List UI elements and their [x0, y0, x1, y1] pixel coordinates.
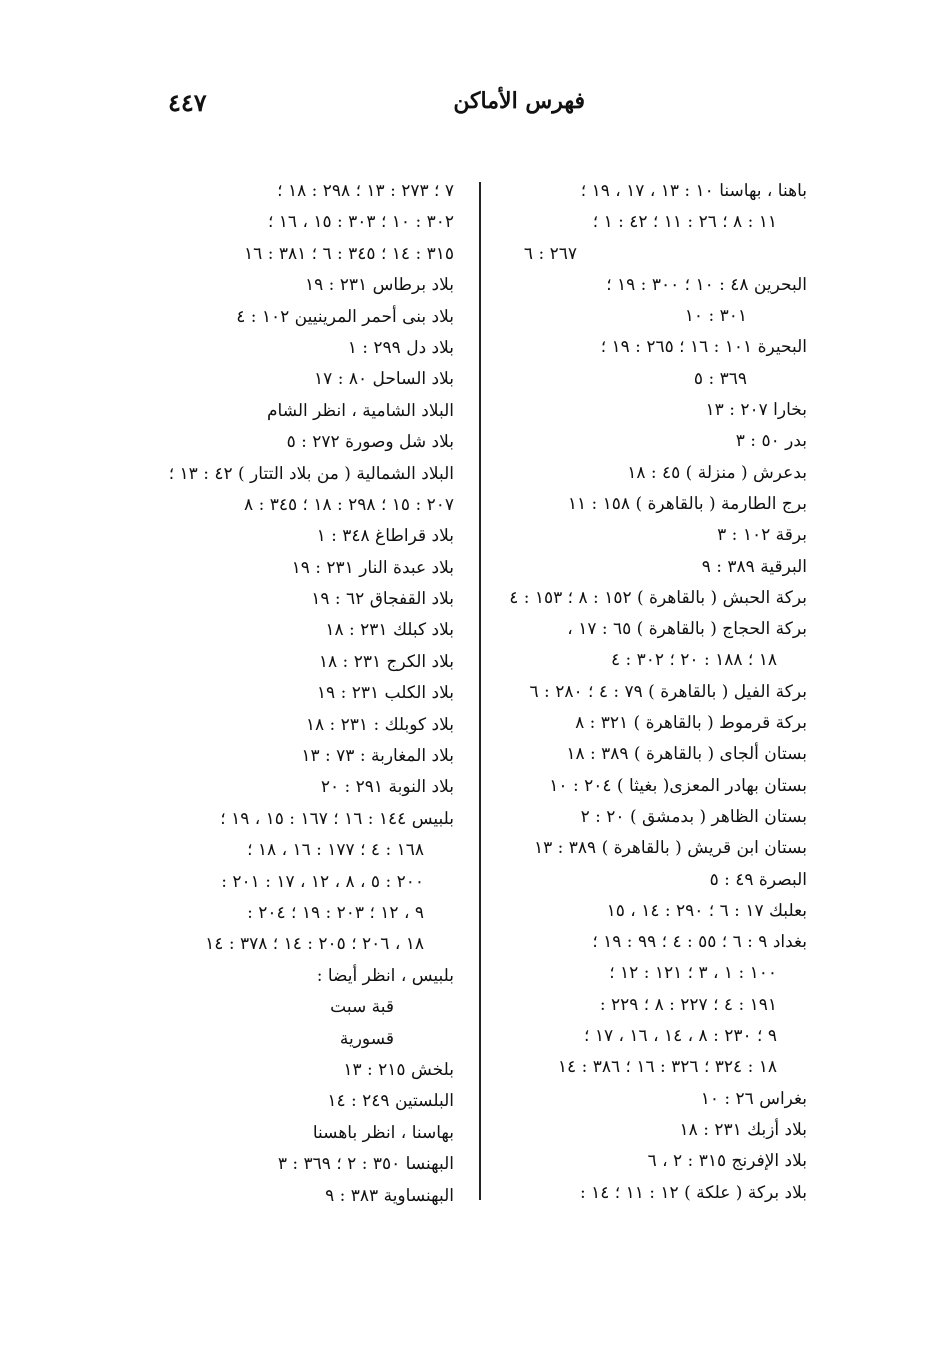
index-entry: بلاد النوبة ٢٩١ : ٢٠: [320, 777, 454, 798]
index-entry: بخارا ٢٠٧ : ١٣: [705, 400, 807, 421]
index-entry: ٧ ؛ ٢٧٣ : ١٣ ؛ ٢٩٨ : ١٨ ؛: [277, 181, 454, 201]
index-entry: ٣١٥ : ١٤ ؛ ٣٤٥ : ٦ ؛ ٣٨١ : ١٦: [244, 243, 454, 264]
index-entry: بلاد الإفرنج ٣١٥ : ٢ ، ٦: [647, 1151, 807, 1172]
index-entry: بلاد شل وصورة ٢٧٢ : ٥: [286, 432, 454, 453]
index-entry: بستان ألجاى ( بالقاهرة ) ٣٨٩ : ١٨: [566, 744, 807, 765]
index-entry: ٣٠١ : ١٠: [684, 306, 747, 327]
index-entry: بلبيس ، انظر أيضا :: [316, 965, 454, 986]
index-entry: ٣٦٩ : ٥: [693, 368, 747, 389]
index-entry: البلاد الشامية ، انظر الشام: [267, 400, 454, 421]
index-entry: بغراس ٢٦ : ١٠: [700, 1088, 807, 1109]
index-entry: بدر ٥٠ : ٣: [735, 431, 807, 452]
index-entry: البهنساوية ٣٨٣ : ٩: [325, 1185, 454, 1206]
index-entry: البحرين ٤٨ : ١٠ ؛ ٣٠٠ : ١٩ ؛: [606, 274, 807, 295]
index-column-left: [154, 176, 454, 1212]
index-entry: بغداد ٩ : ٦ ؛ ٥٥ : ٤ ؛ ٩٩ : ١٩ ؛: [592, 932, 807, 953]
index-entry: بلاد المغاربة : ٧٣ : ١٣: [301, 746, 454, 767]
index-entry: بهاسنا ، انظر باهسنا: [312, 1122, 454, 1143]
index-entry: ١٨ ؛ ١٨٨ : ٢٠ ؛ ٣٠٢ : ٤: [610, 650, 777, 671]
index-entry: بلاد القفجاق ٦٢ : ١٩: [311, 589, 454, 610]
index-entry: بدعرش ( منزلة ) ٤٥ : ١٨: [627, 462, 807, 483]
index-entry: بلاد الكرج ٢٣١ : ١٨: [318, 651, 454, 672]
index-entry: بلاد كوبلك : ٢٣١ : ١٨: [305, 714, 454, 735]
index-entry: بلاد قراطاغ ٣٤٨ : ١: [316, 526, 454, 547]
index-entry: باهنا ، بهاسنا ١٠ : ١٣ ، ١٧ ، ١٩ ؛: [580, 181, 807, 201]
index-entry: البحيرة ١٠١ : ١٦ ؛ ٢٦٥ : ١٩ ؛: [600, 337, 807, 358]
index-entry: بركة الفيل ( بالقاهرة ) ٧٩ : ٤ ؛ ٢٨٠ : ٦: [529, 681, 807, 702]
index-entry: بلاد كبلك ٢٣١ : ١٨: [325, 620, 454, 641]
index-entry: بلاد دل ٢٩٩ : ١: [347, 337, 454, 358]
index-entry: بستان الظاهر ( بدمشق ) ٢٠ : ٢: [580, 806, 807, 827]
index-entry: البهنسا ٣٥٠ : ٢ ؛ ٣٦٩ : ٣: [277, 1154, 454, 1175]
page-title: فهرس الأماكن: [453, 88, 585, 114]
index-entry: قبة سبت: [330, 997, 394, 1018]
index-entry: بركة الحبش ( بالقاهرة ) ١٥٢ : ٨ ؛ ١٥٣ : ٤: [509, 587, 807, 608]
index-entry: برقة ١٠٢ : ٣: [717, 525, 807, 546]
index-entry: بلاد بركة ( علكة ) ١٢ : ١١ ؛ ١٤ :: [579, 1182, 807, 1203]
index-entry: ٢٦٧ : ٦: [523, 243, 577, 264]
index-entry: بلاد أزبك ٢٣١ : ١٨: [679, 1119, 807, 1140]
index-entry: بلاد الساحل ٨٠ : ١٧: [314, 369, 454, 390]
index-entry: البرقية ٣٨٩ : ٩: [701, 556, 807, 577]
index-entry: بركة قرموط ( بالقاهرة ) ٣٢١ : ٨: [575, 713, 807, 734]
index-entry: البصرة ٤٩ : ٥: [709, 869, 807, 890]
index-entry: ٢٠٠ : ٥ ، ٨ ، ١٢ ، ١٧ : ٢٠١ :: [221, 871, 424, 892]
index-entry: ٩ ؛ ٢٣٠ : ٨ ، ١٤ ، ١٦ ، ١٧ ؛: [584, 1026, 777, 1047]
index-entry: البلاد الشمالية ( من بلاد التتار ) ٤٢ : ١٣ ؛: [168, 463, 454, 484]
index-entry: ٣٠٢ : ١٠ ؛ ٣٠٣ : ١٥ ، ١٦ ؛: [267, 212, 454, 233]
page-header: [150, 88, 810, 128]
index-entry: بلاد بنى أحمر المرينيين ١٠٢ : ٤: [236, 306, 454, 327]
index-entry: ١٩١ : ٤ ؛ ٢٢٧ : ٨ ؛ ٢٢٩ :: [599, 994, 777, 1015]
index-entry: بلاد عبدة النار ٢٣١ : ١٩: [291, 557, 454, 578]
index-entry: بلاد برطاس ٢٣١ : ١٩: [304, 275, 454, 296]
index-entry: ١٨ ، ٢٠٦ ؛ ٢٠٥ : ١٤ ؛ ٣٧٨ : ١٤: [205, 934, 424, 955]
index-entry: بستان ابن قريش ( بالقاهرة ) ٣٨٩ : ١٣: [533, 838, 807, 859]
index-entry: البلستين ٢٤٩ : ١٤: [327, 1091, 454, 1112]
index-entry: ٢٠٧ : ١٥ ؛ ٢٩٨ : ١٨ ؛ ٣٤٥ : ٨: [244, 494, 454, 515]
index-entry: بلخش ٢١٥ : ١٣: [343, 1059, 454, 1080]
index-entry: ١١ : ٨ ؛ ٢٦ : ١١ ؛ ٤٢ : ١ ؛: [592, 212, 777, 233]
index-entry: بلاد الكلب ٢٣١ : ١٩: [316, 683, 454, 704]
index-entry: بركة الحجاج ( بالقاهرة ) ٦٥ : ١٧ ،: [567, 619, 807, 640]
index-entry: بعلبك ١٧ : ٦ ؛ ٢٩٠ : ١٤ ، ١٥: [606, 900, 807, 921]
index-entry: بلبيس ١٤٤ : ١٦ ؛ ١٦٧ : ١٥ ، ١٩ ؛: [220, 808, 454, 829]
index-entry: بستان بهادر المعزى( بغيثا ) ٢٠٤ : ١٠: [549, 775, 807, 796]
page-number: ٤٤٧: [168, 88, 207, 117]
index-entry: ١٠٠ : ١ ، ٣ ؛ ١٢١ : ١٢ ؛: [609, 963, 777, 984]
index-column-right: [507, 176, 807, 1209]
index-entry: ٩ ، ١٢ ؛ ٢٠٣ : ١٩ ؛ ٢٠٤ :: [247, 902, 424, 923]
index-entry: ١٦٨ : ٤ ؛ ١٧٧ : ١٦ ، ١٨ ؛: [247, 840, 424, 861]
index-entry: ١٨ : ٣٢٤ ؛ ٣٢٦ : ١٦ ؛ ٣٨٦ : ١٤: [557, 1057, 777, 1078]
index-entry: برج الطارمة ( بالقاهرة ) ١٥٨ : ١١: [567, 493, 807, 514]
index-entry: قسورية: [339, 1028, 394, 1049]
column-divider: [479, 182, 481, 1200]
